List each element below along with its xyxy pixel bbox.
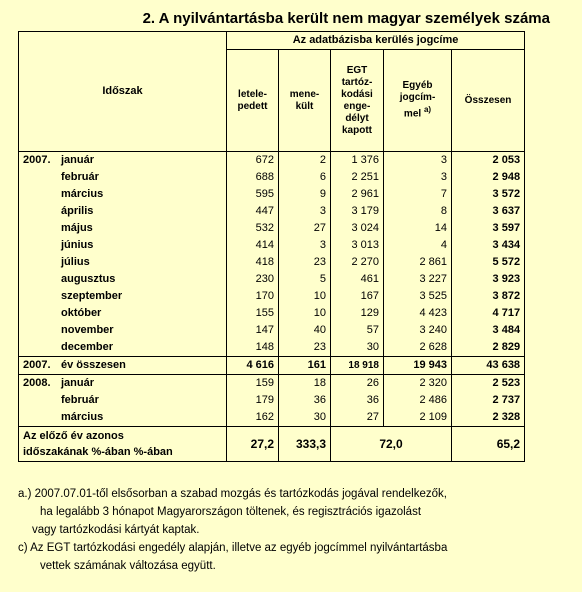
cell-v4: 4 bbox=[384, 237, 452, 254]
cell-v4: 3 bbox=[384, 152, 452, 170]
cell-v5: 2 523 bbox=[452, 375, 525, 393]
table-row bbox=[19, 203, 525, 220]
cell-v1: 672 bbox=[227, 152, 279, 170]
table-row bbox=[19, 409, 525, 427]
row-period: szeptember bbox=[19, 288, 227, 305]
cell-v4: 3 227 bbox=[384, 271, 452, 288]
cell-v1: 147 bbox=[227, 322, 279, 339]
cell-v5: 3 923 bbox=[452, 271, 525, 288]
cell-v4: 14 bbox=[384, 220, 452, 237]
cell-v5: 5 572 bbox=[452, 254, 525, 271]
cell-v3: 27 bbox=[331, 409, 384, 427]
table-title: 2. A nyilvántartásba került nem magyar személyek száma bbox=[142, 10, 550, 27]
cell-v2: 3 bbox=[279, 203, 331, 220]
header-group: Az adatbázisba kerülés jogcíme bbox=[227, 32, 525, 50]
table-row bbox=[19, 237, 525, 254]
rows-2008 bbox=[19, 375, 525, 427]
cell-v3: 1 376 bbox=[331, 152, 384, 170]
table-row bbox=[19, 254, 525, 271]
cell-v1: 688 bbox=[227, 169, 279, 186]
table-row bbox=[19, 169, 525, 186]
cell-v4: 4 423 bbox=[384, 305, 452, 322]
cell-v3: 36 bbox=[331, 392, 384, 409]
cell-v5: 3 597 bbox=[452, 220, 525, 237]
cell-v2: 2 bbox=[279, 152, 331, 170]
cell-v2: 6 bbox=[279, 169, 331, 186]
cell-v1: 162 bbox=[227, 409, 279, 427]
row-period: május bbox=[19, 220, 227, 237]
pct-v5: 65,2 bbox=[452, 427, 525, 462]
cell-v4: 2 109 bbox=[384, 409, 452, 427]
pct-v1: 27,2 bbox=[227, 427, 279, 462]
table-row bbox=[19, 392, 525, 409]
cell-v3: 3 013 bbox=[331, 237, 384, 254]
total-v5: 43 638 bbox=[452, 357, 525, 375]
cell-v1: 155 bbox=[227, 305, 279, 322]
total-row bbox=[19, 357, 525, 375]
cell-v3: 26 bbox=[331, 375, 384, 393]
cell-v2: 10 bbox=[279, 288, 331, 305]
row-period: június bbox=[19, 237, 227, 254]
cell-v2: 23 bbox=[279, 254, 331, 271]
row-period: augusztus bbox=[19, 271, 227, 288]
table-row bbox=[19, 186, 525, 203]
cell-v2: 10 bbox=[279, 305, 331, 322]
row-period: október bbox=[19, 305, 227, 322]
table-row bbox=[19, 305, 525, 322]
cell-v3: 57 bbox=[331, 322, 384, 339]
cell-v2: 30 bbox=[279, 409, 331, 427]
cell-v2: 5 bbox=[279, 271, 331, 288]
header-col5: Összesen bbox=[452, 50, 525, 152]
cell-v4: 2 320 bbox=[384, 375, 452, 393]
cell-v3: 2 961 bbox=[331, 186, 384, 203]
cell-v4: 3 525 bbox=[384, 288, 452, 305]
cell-v3: 2 251 bbox=[331, 169, 384, 186]
cell-v3: 167 bbox=[331, 288, 384, 305]
total-row-group bbox=[19, 357, 525, 375]
table-row bbox=[19, 322, 525, 339]
rows-2007 bbox=[19, 152, 525, 357]
row-period: február bbox=[19, 169, 227, 186]
cell-v1: 414 bbox=[227, 237, 279, 254]
table-row bbox=[19, 288, 525, 305]
footnotes bbox=[18, 485, 524, 575]
header-period: Időszak bbox=[19, 32, 227, 152]
cell-v3: 2 270 bbox=[331, 254, 384, 271]
cell-v1: 230 bbox=[227, 271, 279, 288]
header-col4: Egyéb jogcím- mel $^{a)}$ bbox=[384, 50, 452, 152]
cell-v5: 2 053 bbox=[452, 152, 525, 170]
cell-v4: 7 bbox=[384, 186, 452, 203]
cell-v5: 4 717 bbox=[452, 305, 525, 322]
note-a-line1: a.) 2007.07.01-től elsősorban a szabad mozgás és tartózkodás jogával rendelkezők, bbox=[18, 488, 447, 500]
cell-v5: 2 328 bbox=[452, 409, 525, 427]
cell-v1: 418 bbox=[227, 254, 279, 271]
note-c-line1: c) Az EGT tartózkodási engedély alapján, illetve az egyéb jogcímmel nyilvántartásba bbox=[18, 542, 448, 554]
cell-v4: 2 861 bbox=[384, 254, 452, 271]
total-v4: 19 943 bbox=[384, 357, 452, 375]
note-a-line3: vagy tartózkodási kártyát kaptak. bbox=[32, 524, 200, 536]
cell-v5: 2 829 bbox=[452, 339, 525, 357]
cell-v2: 36 bbox=[279, 392, 331, 409]
table-row bbox=[19, 271, 525, 288]
row-period: április bbox=[19, 203, 227, 220]
pct-label: Az előző év azonos időszakának %-ában %-ában bbox=[19, 427, 227, 462]
row-period: március bbox=[19, 409, 227, 427]
row-period: február bbox=[19, 392, 227, 409]
note-a-line2: ha legalább 3 hónapot Magyarországon töltenek, és regisztrációs igazolást bbox=[40, 506, 422, 518]
cell-v1: 148 bbox=[227, 339, 279, 357]
cell-v1: 170 bbox=[227, 288, 279, 305]
row-period: december bbox=[19, 339, 227, 357]
row-period: november bbox=[19, 322, 227, 339]
total-v3: 18 918 bbox=[331, 357, 384, 375]
total-label: 2007. év összesen bbox=[19, 357, 227, 375]
cell-v2: 3 bbox=[279, 237, 331, 254]
cell-v1: 595 bbox=[227, 186, 279, 203]
cell-v5: 3 434 bbox=[452, 237, 525, 254]
total-v2: 161 bbox=[279, 357, 331, 375]
cell-v4: 3 bbox=[384, 169, 452, 186]
total-v1: 4 616 bbox=[227, 357, 279, 375]
row-period: 2007. január bbox=[19, 152, 227, 170]
cell-v3: 30 bbox=[331, 339, 384, 357]
cell-v2: 9 bbox=[279, 186, 331, 203]
pct-row bbox=[19, 427, 525, 462]
header-col3: EGT tartóz- kodási enge- délyt kapott bbox=[331, 50, 384, 152]
cell-v1: 179 bbox=[227, 392, 279, 409]
table-row bbox=[19, 152, 525, 170]
note-c-line2: vettek számának változása együtt. bbox=[40, 560, 216, 572]
cell-v1: 447 bbox=[227, 203, 279, 220]
cell-v5: 3 572 bbox=[452, 186, 525, 203]
cell-v5: 3 872 bbox=[452, 288, 525, 305]
cell-v3: 3 024 bbox=[331, 220, 384, 237]
row-period: július bbox=[19, 254, 227, 271]
header-col1: letele- pedett bbox=[227, 50, 279, 152]
cell-v1: 159 bbox=[227, 375, 279, 393]
cell-v5: 2 737 bbox=[452, 392, 525, 409]
cell-v2: 27 bbox=[279, 220, 331, 237]
cell-v5: 3 637 bbox=[452, 203, 525, 220]
cell-v4: 8 bbox=[384, 203, 452, 220]
cell-v3: 461 bbox=[331, 271, 384, 288]
row-period: március bbox=[19, 186, 227, 203]
cell-v2: 18 bbox=[279, 375, 331, 393]
cell-v2: 23 bbox=[279, 339, 331, 357]
cell-v5: 3 484 bbox=[452, 322, 525, 339]
table-row bbox=[19, 220, 525, 237]
cell-v3: 3 179 bbox=[331, 203, 384, 220]
cell-v4: 2 628 bbox=[384, 339, 452, 357]
row-period: 2008. január bbox=[19, 375, 227, 393]
pct-v34: 72,0 bbox=[331, 427, 452, 462]
cell-v4: 3 240 bbox=[384, 322, 452, 339]
cell-v4: 2 486 bbox=[384, 392, 452, 409]
cell-v5: 2 948 bbox=[452, 169, 525, 186]
cell-v1: 532 bbox=[227, 220, 279, 237]
data-table bbox=[18, 31, 525, 462]
header-col2: mene- kült bbox=[279, 50, 331, 152]
table-row bbox=[19, 375, 525, 393]
cell-v2: 40 bbox=[279, 322, 331, 339]
cell-v3: 129 bbox=[331, 305, 384, 322]
table-row bbox=[19, 339, 525, 357]
pct-row-group bbox=[19, 427, 525, 462]
pct-v2: 333,3 bbox=[279, 427, 331, 462]
